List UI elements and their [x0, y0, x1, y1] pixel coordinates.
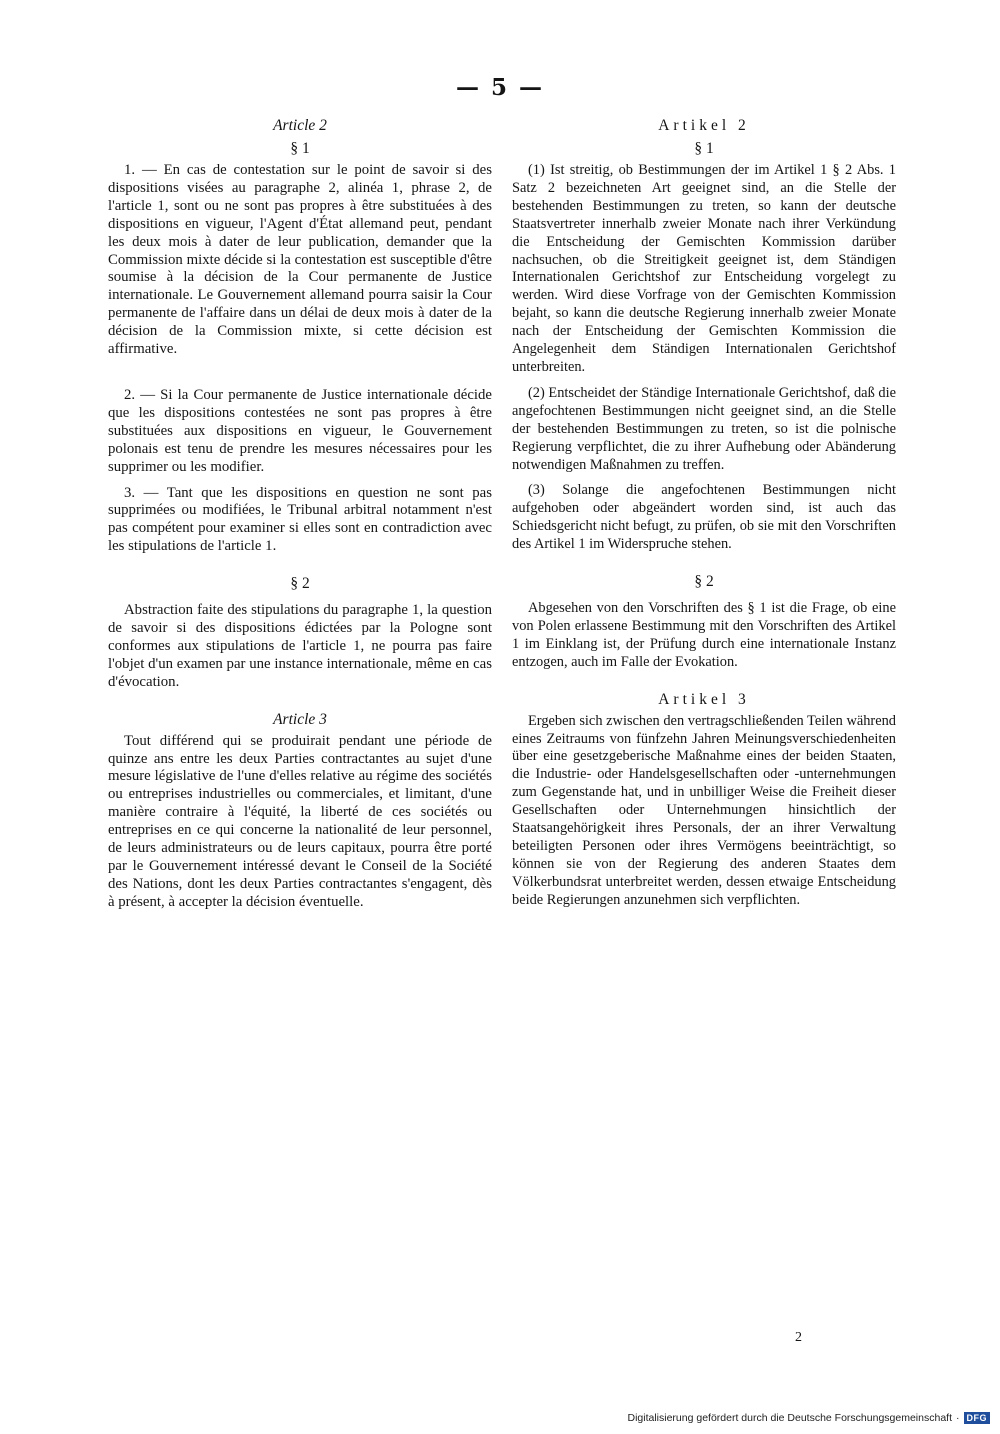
de-section-1-heading: § 1: [694, 140, 714, 157]
de-paragraph-1: (1) Ist streitig, ob Bestimmungen der im Artikel 1 § 2 Abs. 1 Satz 2 bezeichneten Art geeignet sind, an die Stelle der bestehenden Bestimmungen zu treten, so kann der deutsche Staatsvertreter innerhalb zweier Monate nach ihrer Verkündung die Entscheidung der Gemischten Kommission darüber nachsuchen, ob die Streitigkeit geeignet ist, dem Ständigen Internationalen Gerichtshof zur Entscheidung vorgelegt zu werden. Wird diese Vorfrage von der Gemischten Kommission bejaht, so kann die deutsche Regierung innerhalb zweier Monate nach der Entscheidung der Gemischten Kommission die Angelegenheit dem Ständigen Internationalen Gerichtshof unterbreiten.: [512, 162, 896, 375]
de-paragraph-3: (3) Solange die angefochtenen Bestimmungen nicht aufgehoben oder abgeändert worden sind, ist auch das Schiedsgericht nicht befugt, zu prüfen, ob sie mit den Vorschriften des Artikel 1 im Widerspruche stehen.: [512, 482, 896, 553]
french-column: [108, 116, 492, 912]
fr-paragraph-5: Tout différend qui se produirait pendant une période de quinze ans entre les deux Parties contractantes au sujet d'une mesure législative de l'une d'elles relative au régime des sociétés ou entreprises industrielles ou commerciales, et limitant, d'une manière contraire à l'équité, la liberté de ces sociétés ou entreprises en ce qui concerne la nationalité de leur personnel, de leurs administrateurs ou de leurs capitaux, pourra être porté par le Gouvernement intéressé devant le Conseil de la Société des Nations, dont les deux Parties contractantes s'engagent, dès à présent, à accepter la décision éventuelle.: [108, 732, 492, 910]
fr-paragraph-2: 2. — Si la Cour permanente de Justice internationale décide que les dispositions contestées ne sont pas propres à être substituées aux dispositions en vigueur, le Gouvernement polonais est tenu de prendre les mesures nécessaires pour les supprimer ou les modifier.: [108, 386, 492, 475]
de-article-3-heading: Artikel 3: [658, 690, 750, 708]
de-paragraph-2: (2) Entscheidet der Ständige Internationale Gerichtshof, daß die angefochtenen Bestimmungen nicht geeignet sind, an die Stelle der bestehenden Bestimmungen zu treten, so ist die polnische Regierung verpflichtet, die zu ihrer Aufhebung oder Abänderung notwendigen Maßnahmen zu treffen.: [512, 384, 896, 473]
de-article-2-heading: Artikel 2: [658, 117, 750, 134]
dfg-logo: DFG: [964, 1412, 991, 1424]
fr-section-2-heading: § 2: [290, 575, 310, 593]
credit-text: Digitalisierung gefördert durch die Deutsche Forschungsgemeinschaft: [627, 1412, 952, 1424]
fr-paragraph-3: 3. — Tant que les dispositions en question ne sont pas supprimées ou modifiées, le Tribunal arbitral notamment n'est pas compétent pour examiner si elles sont en contradiction avec les stipulations de l'article 1.: [108, 484, 492, 555]
page-header-number: — 5 —: [455, 74, 545, 101]
fr-article-2-heading: Article 2: [273, 117, 327, 134]
fr-section-1-heading: § 1: [290, 140, 310, 157]
page-footer-number: 2: [795, 1330, 802, 1345]
fr-paragraph-1: 1. — En cas de contestation sur le point de savoir si des dispositions visées au paragraphe 2, alinéa 1, phrase 2, de l'article 1, sont ou ne sont pas propres à être substituées à des dispositions en vigueur, l'Agent d'État allemand peut, pendant les deux mois à dater de leur publication, demander que la Commission mixte décide si la contestation est susceptible d'être soumise à la décision de la Cour permanente de Justice internationale. Le Gouvernement allemand pourra saisir la Cour permanente de l'affaire dans un délai de deux mois à dater de la décision de la Commission mixte, si cette décision est affirmative.: [108, 162, 492, 358]
digitization-credit: Digitalisierung gefördert durch die Deutsche Forschungsgemeinschaft · DFG: [627, 1412, 990, 1424]
german-column: [512, 116, 896, 910]
de-paragraph-5: Ergeben sich zwischen den vertragschließenden Teilen während eines Zeitraums von fünfzehn Jahren Meinungsverschiedenheiten über eine gesetzgeberische Maßnahme eines der beiden Staaten, die Industrie- oder Handelsgesellschaften oder -unternehmungen zum Gegenstande hat, und in unbilliger Weise die Freiheit dieser Gesellschaften oder Unternehmungen hinsichtlich der Staatsangehörigkeit ihres Personals, der an ihrer Verwaltung beteiligten Personen oder ihres Vermögens beeinträchtigt, so können sie von der Regierung des anderen Staates dem Völkerbundsrat unterbreitet werden, dessen etwaige Entscheidung beide Regierungen anzunehmen sich verpflichten.: [512, 712, 896, 908]
fr-paragraph-4: Abstraction faite des stipulations du paragraphe 1, la question de savoir si des dispositions édictées par la Pologne sont conformes aux stipulations de l'article 1, ne pourra pas faire l'objet d'un examen par une instance internationale, même en cas d'évocation.: [108, 602, 492, 690]
fr-article-3-heading: Article 3: [273, 710, 327, 728]
de-paragraph-4: Abgesehen von den Vorschriften des § 1 ist die Frage, ob eine von Polen erlassene Bestimmung mit den Vorschriften des Artikel 1 im Einklang ist, der Prüfung durch eine internationale Instanz entzogen, auch im Falle der Evokation.: [512, 600, 896, 670]
de-section-2-heading: § 2: [694, 573, 714, 591]
